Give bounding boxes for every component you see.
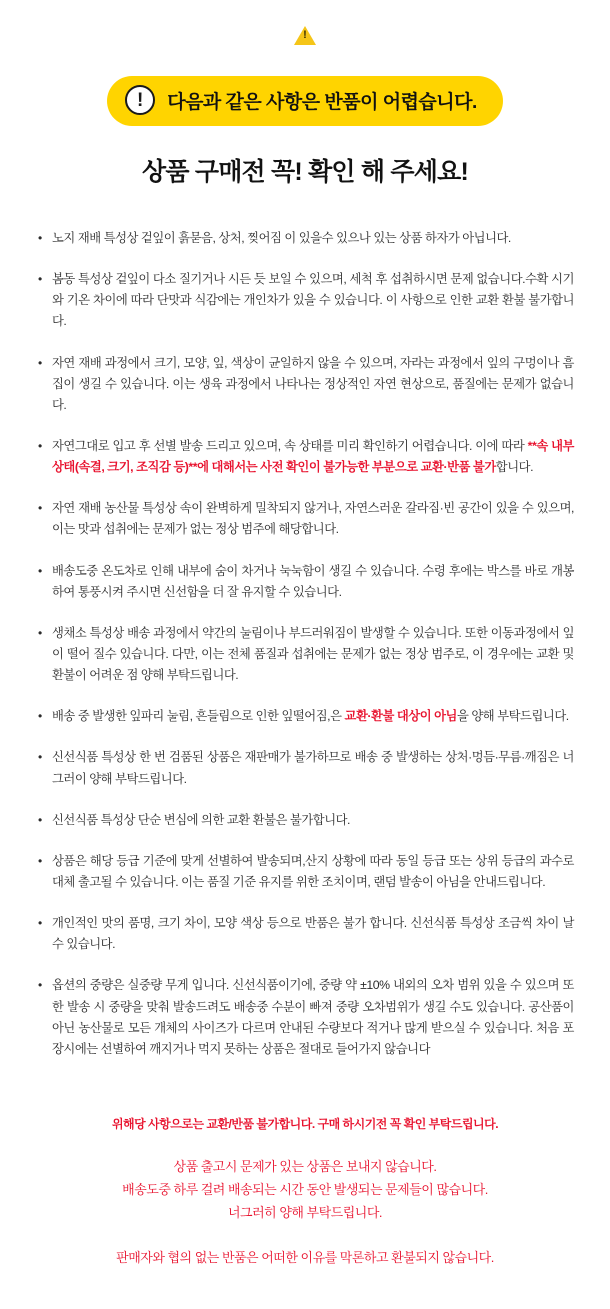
list-item-text-part-b: 을 양해 부탁드립니다. bbox=[456, 709, 569, 724]
list-item: • 자연 재배 과정에서 크기, 모양, 잎, 색상이 균일하지 않을 수 있으며, 자라는 과정에서 잎의 구멍이나 흠집이 생길 수 있습니다. 이는 생육 과정에서 나타나는 정상적인 자연 현상으로, 품질에는 문제가 없습니다. bbox=[36, 353, 574, 416]
list-item: • 배송도중 온도차로 인해 내부에 숨이 차거나 눅눅함이 생길 수 있습니다. 수령 후에는 박스를 바로 개봉하여 통풍시켜 주시면 신선함을 더 잘 유지할 수 있습니다. bbox=[36, 561, 574, 603]
exclamation-icon: ! bbox=[125, 85, 155, 115]
list-item-emphasis: 교환·환불 대상이 아님 bbox=[344, 709, 457, 724]
list-item: • 신선식품 특성상 단순 변심에 의한 교환 환불은 불가합니다. bbox=[36, 810, 574, 831]
headline-pill bbox=[107, 76, 503, 126]
footer-line-2: 상품 출고시 문제가 있는 상품은 보내지 않습니다. bbox=[173, 1159, 437, 1175]
notice-list bbox=[0, 228, 610, 1060]
list-item-text-part-a: 배송 중 발생한 잎파리 눌림, 흔들림으로 인한 잎떨어짐,은 bbox=[52, 709, 345, 724]
list-item: • 생채소 특성상 배송 과정에서 약간의 눌림이나 부드러워짐이 발생할 수 있습니다. 또한 이동과정에서 잎이 떨어 질수 있습니다. 다만, 이는 전체 품질과 섭취에는 문제가 없는 정상 범주로, 이 경우에는 교환 및 환불이 어려운 점 양해 부탁드립니다. bbox=[36, 623, 574, 686]
list-item: • 노지 재배 특성상 겉잎이 흙묻음, 상처, 찢어짐 이 있을수 있으나 있는 상품 하자가 아닙니다. bbox=[36, 228, 574, 249]
footer-block-2 bbox=[0, 1156, 610, 1224]
footer-line-4: 너그러히 양해 부탁드립니다. bbox=[227, 1204, 383, 1220]
list-item: • 신선식품 특성상 한 번 검품된 상품은 재판매가 불가하므로 배송 중 발생하는 상처·멍듬·무름·깨짐은 너그러이 양해 부탁드립니다. bbox=[36, 747, 574, 789]
warning-icon-row bbox=[0, 0, 610, 56]
list-item: • 봄동 특성상 겉잎이 다소 질기거나 시든 듯 보일 수 있으며, 세척 후 섭취하시면 문제 없습니다.수확 시기와 기온 차이에 따라 단맛과 식감에는 개인차가 있을 수 있습니다. 이 사항으로 인한 교환 환불 불가합니다. bbox=[36, 269, 574, 332]
list-item bbox=[36, 436, 574, 478]
footer-notice bbox=[0, 1114, 610, 1309]
headline-banner bbox=[0, 76, 610, 126]
footer-line-3: 배송도중 하루 걸려 배송되는 시간 동안 발생되는 문제들이 많습니다. bbox=[122, 1182, 488, 1198]
headline-pill-label: 다음과 같은 사항은 반품이 어렵습니다. bbox=[167, 91, 477, 113]
list-item-text-part-a: 자연그대로 입고 후 선별 발송 드리고 있으며, 속 상태를 미리 확인하기 어렵습니다. 이에 따라 bbox=[52, 438, 528, 453]
page-title: 상품 구매전 꼭! 확인 해 주세요! bbox=[142, 158, 468, 186]
list-item: • 상품은 해당 등급 기준에 맞게 선별하여 발송되며,산지 상황에 따라 동일 등급 또는 상위 등급의 과수로 대체 출고될 수 있습니다. 이는 품질 기준 유지를 위한 조치이며, 랜덤 발송이 아님을 안내드립니다. bbox=[36, 851, 574, 893]
list-item: • 개인적인 맛의 품명, 크기 차이, 모양 색상 등으로 반품은 불가 합니다. 신선식품 특성상 조금씩 차이 날 수 있습니다. bbox=[36, 913, 574, 955]
footer-line-5: 판매자와 협의 없는 반품은 어떠한 이유를 막론하고 환불되지 않습니다. bbox=[116, 1249, 494, 1265]
list-item-emphasis: **속 내부 상태(속결, 크기, 조직감 등)**에 대해서는 사전 확인이 불가능한 부분으로 교환·반품 불가 bbox=[52, 438, 574, 475]
warning-triangle-icon bbox=[294, 26, 316, 45]
list-item bbox=[36, 706, 574, 727]
list-item-text-part-b: 합니다. bbox=[495, 460, 534, 475]
footer-line-1: 위해당 사항으로는 교환/반품 불가합니다. 구매 하시기전 꼭 확인 부탁드립니다. bbox=[111, 1116, 499, 1131]
list-item: • 옵션의 중량은 실중량 무게 입니다. 신선식품이기에, 중량 약 ±10% 내외의 오차 범위 있을 수 있으며 또한 발송 시 중량을 맞춰 발송드려도 배송중 수분이 빠져 중량 오차범위가 생길 수도 있습니다. 공산품이 아닌 농산물로 모든 개체의 사이즈가 다르며 안내된 수량보다 적거나 많게 받으실 수 있습니다. 처음 포장시에는 선별하여 깨지거나 먹지 못하는 상품은 절대로 들어가지 않습니다 bbox=[36, 975, 574, 1060]
list-item: • 자연 재배 농산물 특성상 속이 완벽하게 밀착되지 않거나, 자연스러운 갈라짐·빈 공간이 있을 수 있으며, 이는 맛과 섭취에는 문제가 없는 정상 범주에 해당합니다. bbox=[36, 498, 574, 540]
